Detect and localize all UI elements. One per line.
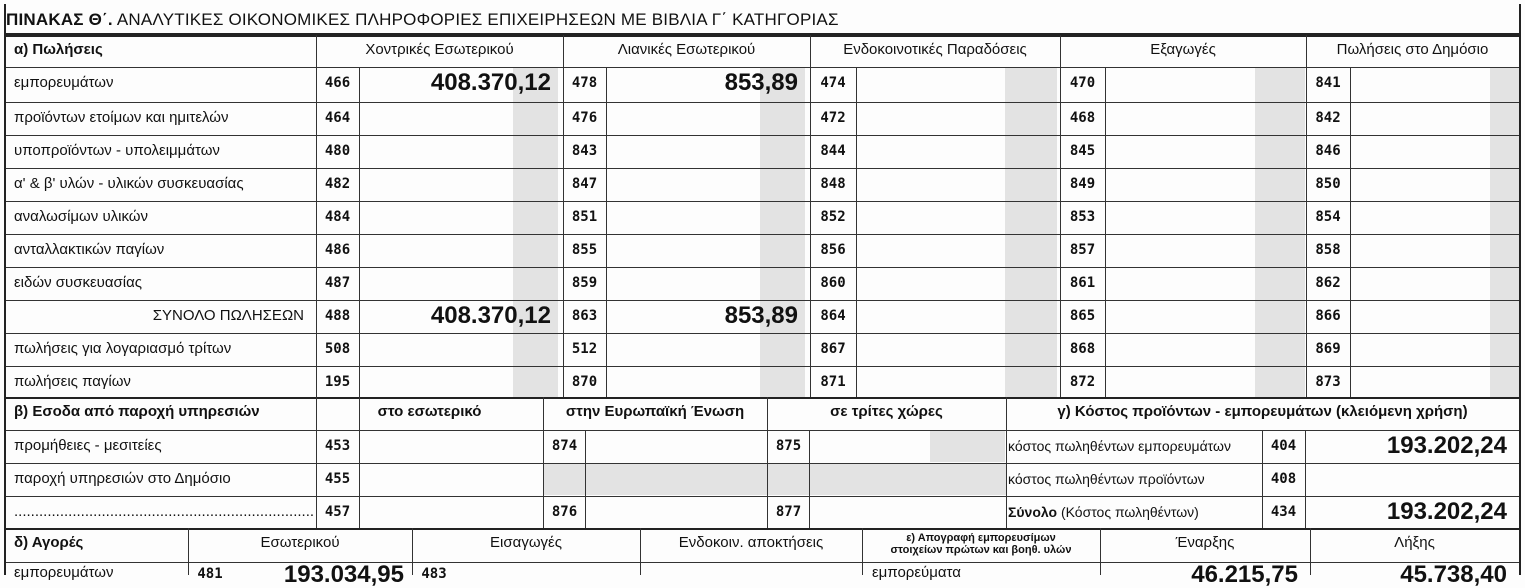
field-code: 868 xyxy=(1069,341,1096,357)
sales-row-label: υποπροϊόντων - υπολειμμάτων xyxy=(14,142,220,159)
sales-row-label: α' & β' υλών - υλικών συσκευασίας xyxy=(14,175,244,192)
services-row-label: παροχή υπηρεσιών στο Δημόσιο xyxy=(14,470,231,487)
field-code: 484 xyxy=(324,209,351,225)
field-code: 472 xyxy=(820,110,846,126)
sales-value-field[interactable] xyxy=(856,201,1060,234)
services-value-field[interactable] xyxy=(359,463,543,496)
sales-value-field[interactable] xyxy=(1350,102,1519,135)
sales-value-field[interactable] xyxy=(1105,168,1306,201)
sales-value-field[interactable] xyxy=(359,201,563,234)
sales-value-field[interactable] xyxy=(1350,366,1519,399)
field-code: 857 xyxy=(1069,242,1096,258)
services-value-field[interactable] xyxy=(586,496,767,529)
field-code: 847 xyxy=(571,176,598,192)
services-col-eu: στην Ευρωπαϊκή Ένωση xyxy=(565,403,745,420)
field-code: 876 xyxy=(551,504,578,520)
services-heading: β) Εσοδα από παροχή υπηρεσιών xyxy=(14,403,260,420)
sales-row-label: εμπορευμάτων xyxy=(14,74,114,91)
field-code: 841 xyxy=(1315,75,1341,91)
field-code: 488 xyxy=(324,308,351,324)
field-code: 512 xyxy=(571,341,598,357)
sales-value-field[interactable] xyxy=(1105,300,1306,333)
sales-col-header: Πωλήσεις στο Δημόσιο xyxy=(1336,41,1489,58)
field-code: 854 xyxy=(1315,209,1341,225)
sales-value-field[interactable] xyxy=(1105,135,1306,168)
inventory-row-label: εμπορεύματα xyxy=(872,564,961,581)
sales-value-field[interactable] xyxy=(1350,201,1519,234)
sales-value-field[interactable] xyxy=(359,333,563,366)
purchases-code-first: 481 xyxy=(197,566,223,582)
purchases-value-first[interactable]: 193.034,95 xyxy=(283,561,404,588)
field-code: 856 xyxy=(820,242,846,258)
field-code: 845 xyxy=(1069,143,1096,159)
field-code: 453 xyxy=(324,438,351,454)
field-code: 874 xyxy=(551,438,578,454)
sales-row-label: πωλήσεις για λογαριασμό τρίτων xyxy=(14,340,232,357)
sales-value-field[interactable] xyxy=(1105,67,1306,102)
sales-value-field[interactable] xyxy=(606,135,810,168)
field-code: 195 xyxy=(324,374,351,390)
sales-value-field[interactable] xyxy=(606,333,810,366)
services-value-field[interactable] xyxy=(359,430,543,463)
sales-total-label: ΣΥΝΟΛΟ ΠΩΛΗΣΕΩΝ xyxy=(152,307,304,324)
field-code: 476 xyxy=(571,110,598,126)
field-code: 455 xyxy=(324,471,351,487)
field-code: 873 xyxy=(1315,374,1341,390)
field-code: 869 xyxy=(1315,341,1341,357)
field-code: 850 xyxy=(1315,176,1341,192)
cost-value-field[interactable] xyxy=(1305,463,1519,496)
sales-value-field[interactable] xyxy=(1350,135,1519,168)
sales-value-field[interactable] xyxy=(856,102,1060,135)
sales-value-field[interactable] xyxy=(606,102,810,135)
inventory-end-value[interactable]: 45.738,40 xyxy=(1400,561,1507,588)
sales-value-field[interactable] xyxy=(359,102,563,135)
sales-value-field[interactable] xyxy=(1105,366,1306,399)
purchases-col-imports: Εισαγωγές xyxy=(490,534,562,551)
sales-value-field[interactable] xyxy=(1350,168,1519,201)
table-title: ΑΝΑΛΥΤΙΚΕΣ ΟΙΚΟΝΟΜΙΚΕΣ ΠΛΗΡΟΦΟΡΙΕΣ ΕΠΙΧΕΙΡΗΣΕΩΝ ΜΕ ΒΙΒΛΙΑ Γ΄ ΚΑΤΗΓΟΡΙΑΣ xyxy=(116,10,839,29)
sales-value-field[interactable]: 853,89 xyxy=(724,302,798,329)
table-number: ΠΙΝΑΚΑΣ Θ΄. xyxy=(6,10,113,29)
services-value-field[interactable] xyxy=(359,496,543,529)
purchases-code-second: 483 xyxy=(421,566,447,582)
sales-value-field[interactable] xyxy=(856,267,1060,300)
services-value-field[interactable] xyxy=(810,496,1006,529)
field-code: 859 xyxy=(571,275,598,291)
sales-value-field[interactable] xyxy=(359,267,563,300)
form-title xyxy=(4,4,1520,35)
field-code: 865 xyxy=(1069,308,1096,324)
sales-value-field[interactable] xyxy=(856,300,1060,333)
cost-value-field[interactable]: 193.202,24 xyxy=(1386,432,1507,459)
sales-value-field[interactable] xyxy=(1350,300,1519,333)
sales-value-field[interactable] xyxy=(606,201,810,234)
sales-row-label: αναλωσίμων υλικών xyxy=(14,208,149,225)
sales-value-field[interactable] xyxy=(359,234,563,267)
field-code: 867 xyxy=(820,341,846,357)
cost-total-label: Σύνολο xyxy=(1008,504,1058,520)
inventory-col-end: Λήξης xyxy=(1394,534,1435,551)
sales-value-field[interactable] xyxy=(1105,267,1306,300)
sales-row-label: ανταλλακτικών παγίων xyxy=(14,241,165,258)
sales-value-field[interactable] xyxy=(856,234,1060,267)
field-code: 858 xyxy=(1315,242,1341,258)
field-code: 852 xyxy=(820,209,846,225)
field-code: 474 xyxy=(820,75,846,91)
sales-heading: α) Πωλήσεις xyxy=(14,41,103,58)
sales-value-field[interactable] xyxy=(606,267,810,300)
inventory-heading-1: ε) Απογραφή εμπορευσίμων xyxy=(906,532,1056,544)
sales-value-field[interactable] xyxy=(1105,102,1306,135)
field-code: 843 xyxy=(571,143,598,159)
field-code: 877 xyxy=(775,504,802,520)
field-code: 848 xyxy=(820,176,846,192)
field-code: 468 xyxy=(1069,110,1096,126)
field-code: 861 xyxy=(1069,275,1096,291)
sales-col-header: Ενδοκοινοτικές Παραδόσεις xyxy=(843,41,1027,58)
field-code: 855 xyxy=(571,242,598,258)
field-code: 844 xyxy=(820,143,846,159)
sales-value-field[interactable] xyxy=(856,67,1060,102)
field-code: 457 xyxy=(324,504,351,520)
field-code: 487 xyxy=(324,275,351,291)
sales-value-field[interactable] xyxy=(1350,234,1519,267)
sales-value-field[interactable] xyxy=(1105,333,1306,366)
purchases-col-intra: Ενδοκοιν. αποκτήσεις xyxy=(678,534,824,551)
field-code: 470 xyxy=(1069,75,1096,91)
field-code: 466 xyxy=(324,75,351,91)
field-code: 408 xyxy=(1270,471,1297,487)
field-code: 860 xyxy=(820,275,846,291)
field-code: 849 xyxy=(1069,176,1096,192)
field-code: 508 xyxy=(324,341,351,357)
purchases-row-label: εμπορευμάτων xyxy=(14,564,114,581)
field-code: 870 xyxy=(571,374,598,390)
sales-value-field[interactable] xyxy=(1105,234,1306,267)
field-code: 434 xyxy=(1270,504,1297,520)
sales-value-field[interactable] xyxy=(1350,267,1519,300)
field-code: 846 xyxy=(1315,143,1341,159)
field-code: 872 xyxy=(1069,374,1096,390)
cost-row-label: κόστος πωληθέντων εμπορευμάτων xyxy=(1008,438,1231,454)
inventory-start-value[interactable]: 46.215,75 xyxy=(1191,561,1298,588)
field-code: 480 xyxy=(324,143,351,159)
sales-value-field[interactable] xyxy=(359,168,563,201)
sales-value-field[interactable] xyxy=(856,135,1060,168)
sales-value-field[interactable] xyxy=(359,366,563,399)
sales-value-field[interactable] xyxy=(359,135,563,168)
services-row-label: ........................................................................ xyxy=(14,503,315,520)
cost-total-sub: (Κόστος πωληθέντων) xyxy=(1060,504,1199,520)
field-code: 478 xyxy=(571,75,598,91)
sales-value-field[interactable] xyxy=(856,366,1060,399)
field-code: 862 xyxy=(1315,275,1341,291)
purchases-heading: δ) Αγορές xyxy=(14,534,84,551)
field-code: 863 xyxy=(571,308,598,324)
field-code: 866 xyxy=(1315,308,1341,324)
sales-value-field[interactable] xyxy=(856,333,1060,366)
sales-value-field[interactable]: 853,89 xyxy=(724,69,798,96)
cost-value-field[interactable]: 193.202,24 xyxy=(1386,498,1507,525)
field-code: 482 xyxy=(324,176,351,192)
shade xyxy=(544,463,1006,495)
sales-col-header: Λιανικές Εσωτερικού xyxy=(617,41,756,58)
sales-row-label: ειδών συσκευασίας xyxy=(14,274,143,291)
field-code: 464 xyxy=(324,110,351,126)
sales-value-field[interactable] xyxy=(1350,67,1519,102)
sales-value-field[interactable] xyxy=(606,234,810,267)
sales-col-header: Χοντρικές Εσωτερικού xyxy=(365,41,514,58)
cost-row-label xyxy=(1006,496,1262,529)
sales-value-field[interactable] xyxy=(856,168,1060,201)
field-code: 871 xyxy=(820,374,846,390)
field-code: 486 xyxy=(324,242,351,258)
field-code: 853 xyxy=(1069,209,1096,225)
field-code: 851 xyxy=(571,209,598,225)
services-value-field[interactable] xyxy=(810,430,1006,463)
field-code: 404 xyxy=(1270,438,1297,454)
sales-value-field[interactable] xyxy=(1350,333,1519,366)
services-value-field[interactable] xyxy=(586,430,767,463)
inventory-col-start: Έναρξης xyxy=(1175,534,1235,551)
services-col-third: σε τρίτες χώρες xyxy=(830,403,943,420)
sales-value-field[interactable] xyxy=(606,168,810,201)
cost-heading: γ) Κόστος προϊόντων - εμπορευμάτων (κλειόμενη χρήση) xyxy=(1057,403,1468,420)
purchases-col-domestic: Εσωτερικού xyxy=(260,534,340,551)
services-row-label: προμήθειες - μεσιτείες xyxy=(14,437,162,454)
sales-row-label: προϊόντων ετοίμων και ημιτελών xyxy=(14,109,229,126)
inventory-heading-2: στοιχείων πρώτων και βοηθ. υλών xyxy=(890,544,1072,556)
sales-value-field[interactable]: 408.370,12 xyxy=(430,302,551,329)
sales-col-header: Εξαγωγές xyxy=(1150,41,1216,58)
sales-value-field[interactable] xyxy=(606,366,810,399)
field-code: 875 xyxy=(775,438,802,454)
services-col-domestic: στο εσωτερικό xyxy=(377,403,482,420)
cost-row-label: κόστος πωληθέντων προϊόντων xyxy=(1008,471,1205,487)
field-code: 864 xyxy=(820,308,846,324)
field-code: 842 xyxy=(1315,110,1341,126)
sales-value-field[interactable]: 408.370,12 xyxy=(430,69,551,96)
sales-value-field[interactable] xyxy=(1105,201,1306,234)
sales-row-label: πωλήσεις παγίων xyxy=(14,373,131,390)
